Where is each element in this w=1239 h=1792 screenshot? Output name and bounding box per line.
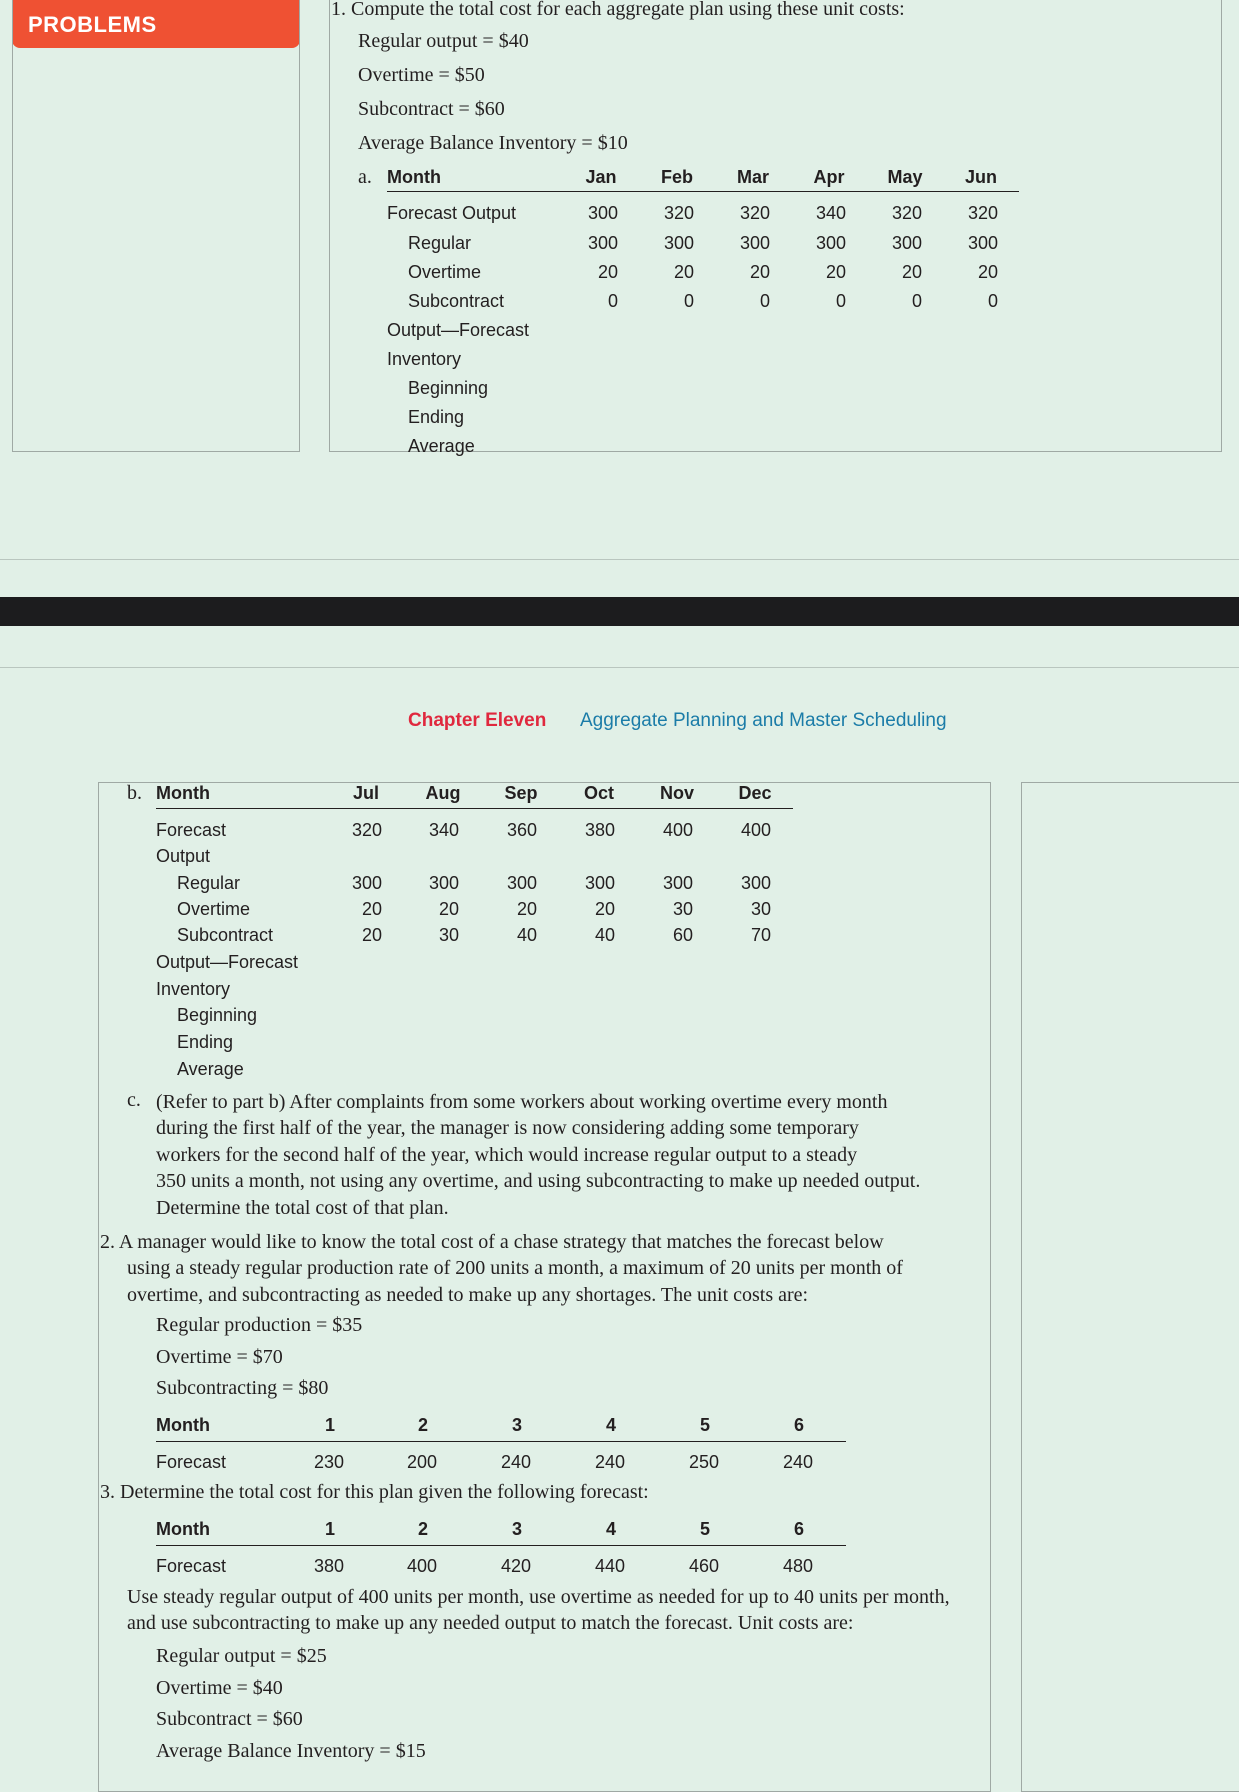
- table-cell: 340: [815, 203, 846, 223]
- problem3-intro: 3. Determine the total cost for this plan given the following forecast:: [100, 1481, 649, 1503]
- cost-item: Average Balance Inventory = $15: [156, 1740, 426, 1762]
- page-break-bar: [0, 597, 1239, 626]
- month-header: 5: [699, 1519, 710, 1539]
- table-cell: 200: [406, 1452, 438, 1472]
- row-label: Regular: [177, 873, 241, 893]
- cost-item: Subcontract = $60: [156, 1708, 303, 1730]
- table-rule: [387, 191, 1019, 192]
- month-header: 4: [605, 1519, 616, 1539]
- divider: [0, 559, 1239, 560]
- table-cell: 40: [594, 925, 615, 945]
- part-c-line: workers for the second half of the year, which would increase regular output to a steady: [156, 1143, 858, 1166]
- table-cell: 240: [500, 1452, 532, 1472]
- row-label: Subcontract: [177, 925, 274, 945]
- problem1-intro: 1. Compute the total cost for each aggregate plan using these unit costs:: [331, 0, 905, 20]
- row-label: Forecast: [156, 1452, 227, 1472]
- table-cell: 300: [663, 233, 694, 253]
- row-label: Ending: [177, 1032, 234, 1052]
- divider: [0, 667, 1239, 668]
- row-label: Ending: [408, 407, 465, 427]
- month-header: 5: [699, 1415, 710, 1435]
- table-cell: 300: [740, 873, 771, 893]
- table-cell: 30: [438, 925, 459, 945]
- left-margin-box: [12, 0, 300, 452]
- month-header: Jan: [585, 167, 617, 187]
- month-header: Jun: [964, 167, 997, 187]
- table-cell: 20: [361, 925, 382, 945]
- table-rule: [156, 1441, 846, 1442]
- table-cell: 440: [594, 1556, 626, 1576]
- cost-item: Subcontracting = $80: [156, 1377, 329, 1399]
- part-c-line: (Refer to part b) After complaints from some workers about working overtime every month: [156, 1091, 888, 1113]
- month-header: 6: [793, 1519, 804, 1539]
- table-rule: [156, 1545, 846, 1546]
- table-cell: 300: [587, 233, 618, 253]
- row-label: Overtime: [408, 262, 482, 282]
- table-cell: 0: [835, 291, 846, 311]
- table-cell: 320: [891, 203, 922, 223]
- problem3-line: Use steady regular output of 400 units per month, use overtime as needed for up to 40 units per month,: [127, 1586, 950, 1608]
- table-cell: 300: [891, 233, 922, 253]
- table-cell: 20: [516, 899, 537, 919]
- row-label: Regular: [408, 233, 472, 253]
- cost-item: Regular output = $40: [358, 30, 529, 52]
- right-margin-box: [1021, 782, 1239, 1792]
- chapter-number: Chapter Eleven: [408, 710, 547, 731]
- month-header: Aug: [425, 783, 461, 803]
- table-cell: 300: [428, 873, 459, 893]
- table-cell: 250: [688, 1452, 720, 1472]
- month-header: Sep: [504, 783, 538, 803]
- table-cell: 0: [987, 291, 998, 311]
- table-rule: [156, 808, 793, 809]
- cost-item: Overtime = $50: [358, 64, 485, 86]
- table-cell: 0: [759, 291, 770, 311]
- table-cell: 20: [749, 262, 770, 282]
- table-cell: 300: [815, 233, 846, 253]
- table-cell: 380: [313, 1556, 345, 1576]
- table-cell: 20: [438, 899, 459, 919]
- table-header-month: Month: [387, 167, 441, 187]
- table-cell: 0: [607, 291, 618, 311]
- row-label: Beginning: [177, 1005, 258, 1025]
- table-cell: 30: [672, 899, 693, 919]
- table-cell: 20: [673, 262, 694, 282]
- problem2-text: [100, 1229, 903, 1308]
- table-cell: 300: [584, 873, 615, 893]
- month-header: Nov: [659, 783, 694, 803]
- month-header: Jul: [352, 783, 379, 803]
- table-header-month: Month: [156, 783, 210, 803]
- table-cell: 300: [587, 203, 618, 223]
- table-cell: 460: [688, 1556, 720, 1576]
- row-label: Inventory: [387, 349, 462, 369]
- cost-item: Subcontract = $60: [358, 98, 505, 120]
- part-c-line: 350 units a month, not using any overtime, and using subcontracting to make up needed output.: [156, 1170, 921, 1193]
- problem2-line: using a steady regular production rate of 200 units a month, a maximum of 20 units per month of: [127, 1257, 903, 1280]
- month-header: 2: [417, 1519, 428, 1539]
- row-label: Output: [156, 846, 211, 866]
- month-header: 1: [324, 1415, 335, 1435]
- month-header: 2: [417, 1415, 428, 1435]
- table-header-month: Month: [156, 1415, 210, 1435]
- table-cell: 320: [739, 203, 770, 223]
- row-label: Output—Forecast: [156, 952, 299, 972]
- table-cell: 40: [516, 925, 537, 945]
- cost-item: Overtime = $70: [156, 1346, 283, 1368]
- table-cell: 20: [977, 262, 998, 282]
- table-cell: 300: [506, 873, 537, 893]
- part-a-label: a.: [358, 166, 372, 188]
- table-cell: 320: [351, 820, 382, 840]
- problem3-text: [127, 1584, 950, 1637]
- row-label: Average: [408, 436, 475, 456]
- table-cell: 70: [750, 925, 771, 945]
- table-cell: 300: [351, 873, 382, 893]
- part-c-label: c.: [127, 1089, 141, 1111]
- problems-badge: PROBLEMS: [12, 0, 300, 48]
- table-cell: 60: [672, 925, 693, 945]
- month-header: 3: [511, 1415, 522, 1435]
- table-cell: 0: [683, 291, 694, 311]
- month-header: Mar: [736, 167, 769, 187]
- table-cell: 320: [967, 203, 998, 223]
- row-label: Forecast: [156, 820, 227, 840]
- table-cell: 360: [506, 820, 537, 840]
- cost-item: Overtime = $40: [156, 1677, 283, 1699]
- table-cell: 0: [911, 291, 922, 311]
- cost-item: Regular production = $35: [156, 1314, 363, 1336]
- row-label: Overtime: [177, 899, 251, 919]
- month-header: May: [887, 167, 923, 187]
- month-header: Oct: [583, 783, 614, 803]
- table-cell: 320: [663, 203, 694, 223]
- cost-item: Regular output = $25: [156, 1645, 327, 1667]
- row-label: Subcontract: [408, 291, 505, 311]
- table-cell: 20: [597, 262, 618, 282]
- row-label: Forecast: [156, 1556, 227, 1576]
- table-cell: 480: [782, 1556, 814, 1576]
- table-cell: 240: [782, 1452, 814, 1472]
- table-cell: 400: [406, 1556, 438, 1576]
- month-header: 3: [511, 1519, 522, 1539]
- table-cell: 20: [901, 262, 922, 282]
- table-cell: 20: [825, 262, 846, 282]
- cost-item: Average Balance Inventory = $10: [358, 132, 628, 154]
- table-cell: 420: [500, 1556, 532, 1576]
- table-cell: 230: [313, 1452, 345, 1472]
- table-cell: 20: [594, 899, 615, 919]
- chapter-title: Aggregate Planning and Master Scheduling: [580, 710, 947, 731]
- table-cell: 300: [662, 873, 693, 893]
- row-label: Beginning: [408, 378, 489, 398]
- month-header: 6: [793, 1415, 804, 1435]
- part-c-line: during the first half of the year, the manager is now considering adding some temporary: [156, 1117, 859, 1140]
- month-header: 1: [324, 1519, 335, 1539]
- table-cell: 240: [594, 1452, 626, 1472]
- problem3-line: and use subcontracting to make up any needed output to match the forecast. Unit costs are:: [127, 1612, 854, 1635]
- row-label: Average: [177, 1059, 244, 1079]
- table-cell: 400: [740, 820, 771, 840]
- table-cell: 380: [584, 820, 615, 840]
- table-cell: 20: [361, 899, 382, 919]
- table-cell: 300: [967, 233, 998, 253]
- row-label: Output—Forecast: [387, 320, 530, 340]
- row-label: Forecast Output: [387, 203, 517, 223]
- part-c-line: Determine the total cost of that plan.: [156, 1196, 449, 1219]
- table-cell: 400: [662, 820, 693, 840]
- table-header-month: Month: [156, 1519, 210, 1539]
- row-label: Inventory: [156, 979, 231, 999]
- table-cell: 340: [428, 820, 459, 840]
- month-header: Apr: [813, 167, 845, 187]
- month-header: Feb: [660, 167, 693, 187]
- month-header: Dec: [738, 783, 772, 803]
- part-b-label: b.: [127, 782, 142, 804]
- table-cell: 30: [750, 899, 771, 919]
- problem2-line: overtime, and subcontracting as needed to make up any shortages. The unit costs are:: [127, 1283, 809, 1306]
- part-c-text: [156, 1089, 920, 1221]
- problem2-line: 2. A manager would like to know the total cost of a chase strategy that matches the forecast below: [100, 1231, 884, 1253]
- month-header: 4: [605, 1415, 616, 1435]
- table-cell: 300: [739, 233, 770, 253]
